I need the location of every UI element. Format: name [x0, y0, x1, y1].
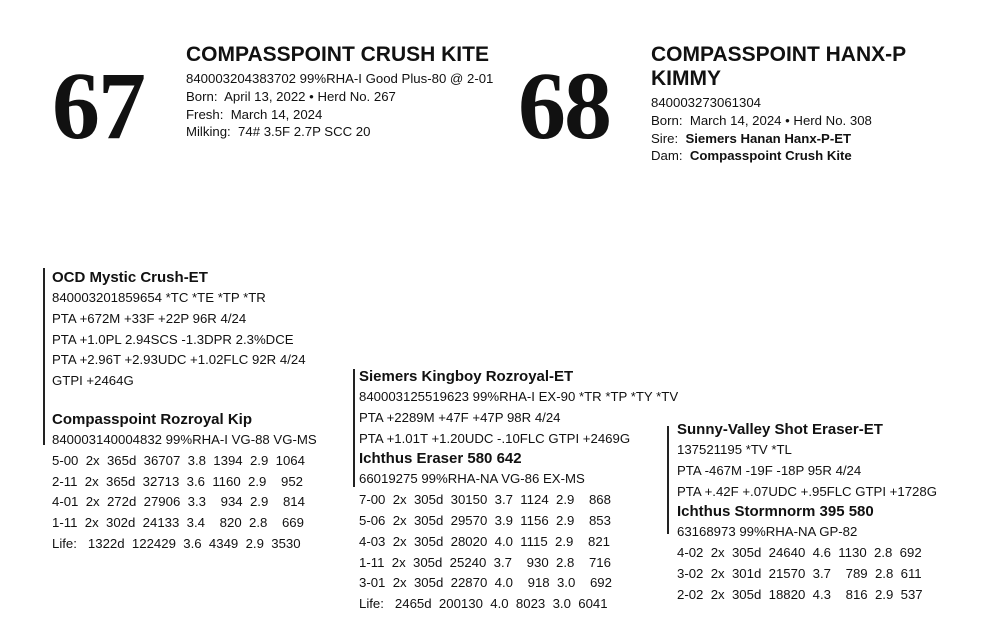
lactation-record: 4-03 2x 305d 28020 4.0 1115 2.9 821 [359, 533, 610, 549]
lifetime-record: Life: 1322d 122429 3.6 4349 2.9 3530 [52, 535, 301, 551]
pedigree-middle [359, 367, 679, 615]
sire-line: GTPI +2464G [52, 373, 134, 389]
lactation-record: 3-01 2x 305d 22870 4.0 918 3.0 692 [359, 575, 612, 591]
lot-number: 67 [52, 52, 144, 159]
lactation-record: 5-00 2x 365d 36707 3.8 1394 2.9 1064 [52, 452, 305, 468]
sire-line: PTA -467M -19F -18P 95R 4/24 [677, 462, 862, 478]
sire-label: Sire: [651, 130, 679, 146]
dam-name: Ichthus Eraser 580 642 [359, 450, 522, 468]
sire-line: PTA +1.01T +1.20UDC -.10FLC GTPI +2469G [359, 430, 631, 446]
dam-label: Dam: [651, 148, 683, 164]
sire-line: PTA +1.0PL 2.94SCS -1.3DPR 2.3%DCE [52, 331, 294, 347]
sire-name: Sunny-Valley Shot Eraser-ET [677, 421, 883, 438]
sire-value: Siemers Hanan Hanx-P-ET [685, 130, 852, 146]
lifetime-record: Life: 2465d 200130 4.0 8023 3.0 6041 [359, 596, 608, 612]
lactation-record: 5-06 2x 305d 29570 3.9 1156 2.9 853 [359, 512, 611, 528]
lot-info [651, 43, 981, 165]
dam-name: Compasspoint Rozroyal Kip [52, 410, 253, 428]
sire-line: PTA +2289M +47F +47P 98R 4/24 [359, 409, 561, 425]
sire-line: PTA +2.96T +2.93UDC +1.02FLC 92R 4/24 [52, 352, 306, 368]
dam-line: 63168973 99%RHA-NA GP-82 [677, 524, 858, 540]
sire-name: Siemers Kingboy Rozroyal-ET [359, 368, 574, 385]
lot-number: 68 [518, 52, 610, 159]
lactation-record: 4-01 2x 272d 27906 3.3 934 2.9 814 [52, 494, 305, 510]
lactation-record: 7-00 2x 305d 30150 3.7 1124 2.9 868 [359, 492, 611, 508]
sire-line [651, 130, 981, 148]
lactation-record: 3-02 2x 301d 21570 3.7 789 2.8 611 [677, 565, 922, 581]
pedigree-left [52, 268, 352, 555]
bracket-line [353, 369, 355, 487]
bracket-line [43, 268, 45, 445]
sire-line: 137521195 *TV *TL [677, 442, 792, 457]
dam-line [651, 147, 981, 165]
pedigree-right [677, 420, 977, 606]
sire-line: 840003125519623 99%RHA-I EX-90 *TR *TP *TY *TV [359, 389, 679, 404]
lactation-record: 2-11 2x 365d 32713 3.6 1160 2.9 952 [52, 473, 303, 489]
info-line: Born: April 13, 2022 • Herd No. 267 [186, 88, 396, 104]
bracket-line [667, 426, 669, 534]
born-line: Born: March 14, 2024 • Herd No. 308 [651, 112, 872, 128]
lactation-record: 1-11 2x 305d 25240 3.7 930 2.8 716 [359, 554, 611, 570]
lot-info [186, 43, 516, 141]
dam-line: 840003140004832 99%RHA-I VG-88 VG-MS [52, 431, 317, 447]
info-line: Milking: 74# 3.5F 2.7P SCC 20 [186, 124, 371, 140]
lactation-record: 1-11 2x 302d 24133 3.4 820 2.8 669 [52, 515, 304, 531]
lactation-record: 2-02 2x 305d 18820 4.3 816 2.9 537 [677, 586, 923, 602]
sire-line: 840003201859654 *TC *TE *TP *TR [52, 290, 266, 305]
lactation-record: 4-02 2x 305d 24640 4.6 1130 2.8 692 [677, 545, 922, 561]
dam-line: 66019275 99%RHA-NA VG-86 EX-MS [359, 471, 585, 487]
id-line: 840003273061304 [651, 95, 762, 110]
sire-line: PTA +.42F +.07UDC +.95FLC GTPI +1728G [677, 483, 937, 499]
info-line: 840003204383702 99%RHA-I Good Plus-80 @ 2-01 [186, 71, 494, 86]
dam-name: Ichthus Stormnorm 395 580 [677, 503, 874, 521]
animal-name: COMPASSPOINT HANX-P KIMMY [651, 43, 906, 90]
sire-name: OCD Mystic Crush-ET [52, 269, 208, 286]
animal-name: COMPASSPOINT CRUSH KITE [186, 43, 489, 66]
sire-line: PTA +672M +33F +22P 96R 4/24 [52, 310, 247, 326]
info-line: Fresh: March 14, 2024 [186, 106, 323, 122]
dam-value: Compasspoint Crush Kite [689, 148, 852, 164]
